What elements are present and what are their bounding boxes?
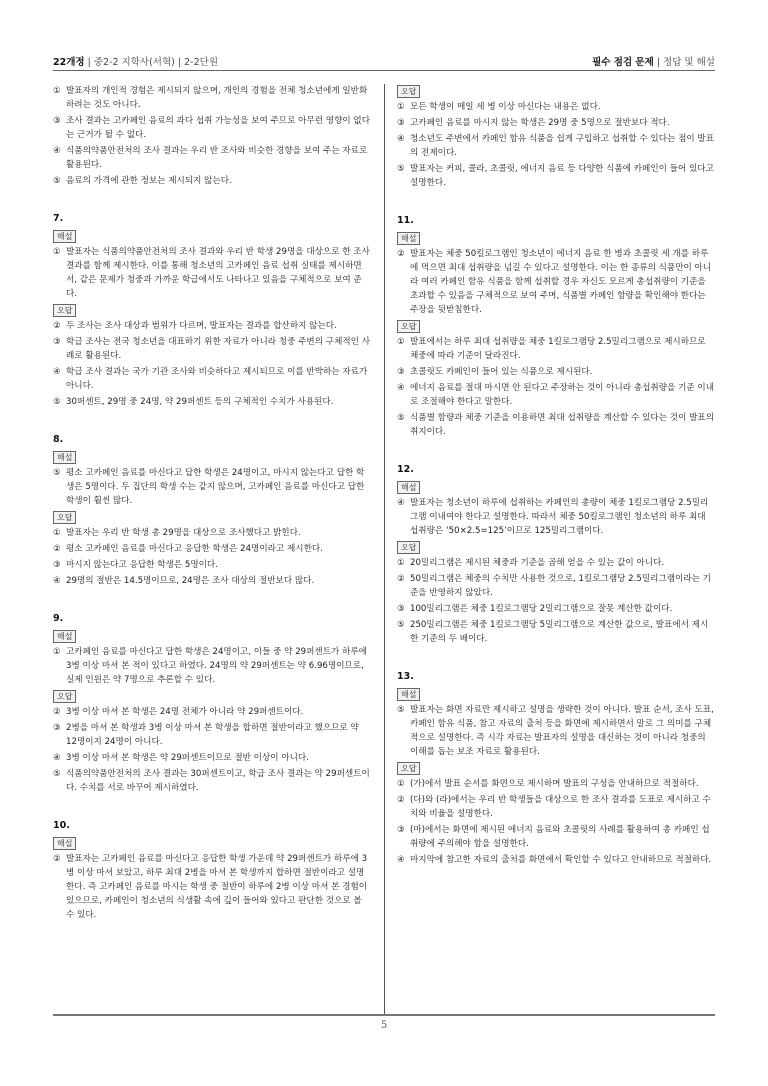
item-marker: ① bbox=[397, 558, 405, 568]
answer-item bbox=[397, 703, 714, 759]
item-text: 학급 조사 결과는 국가 기관 조사와 비슷하다고 제시되므로 이를 반박하는 자료가 아니다. bbox=[66, 367, 368, 391]
item-text: 발표자는 커피, 콜라, 초콜릿, 에너지 음료 등 다양한 식품에 카페인이 들어 있다고 설명한다. bbox=[410, 164, 714, 188]
item-text: 모든 학생이 매일 세 병 이상 마신다는 내용은 없다. bbox=[410, 102, 601, 112]
answer-item bbox=[397, 100, 714, 114]
question-number: 7. bbox=[53, 213, 64, 224]
item-text: 29명의 절반은 14.5명이므로, 24명은 조사 대상의 절반보다 많다. bbox=[66, 576, 315, 586]
item-text: 3병 이상 마셔 본 학생은 약 29퍼센트이므로 절반 이상이 아니다. bbox=[66, 753, 309, 763]
answer-item bbox=[53, 767, 370, 795]
answer-item bbox=[53, 852, 370, 922]
explain-label-row bbox=[397, 480, 714, 496]
answer-item bbox=[397, 572, 714, 600]
answer-item bbox=[397, 247, 714, 317]
footer-rule bbox=[53, 1014, 715, 1016]
wrong-label-row bbox=[397, 84, 714, 100]
explain-label-row bbox=[53, 836, 370, 852]
item-text: 20밀리그램은 제시된 체중과 기준을 곱해 얻을 수 있는 값이 아니다. bbox=[410, 558, 665, 568]
item-text: 30퍼센트, 29명 중 24명, 약 29퍼센트 등의 구체적인 수치가 사용된다. bbox=[66, 397, 334, 407]
answer-item bbox=[53, 526, 370, 540]
answer-item bbox=[53, 574, 370, 588]
question-number: 12. bbox=[397, 464, 414, 475]
answer-item bbox=[397, 556, 714, 570]
answer-item bbox=[53, 558, 370, 572]
header-unit: 2-2단원 bbox=[184, 57, 218, 68]
item-marker: ⑤ bbox=[397, 413, 405, 423]
explain-label-row bbox=[397, 231, 714, 247]
answer-item bbox=[397, 381, 714, 409]
answer-item bbox=[397, 618, 714, 646]
wrong-label-row bbox=[397, 540, 714, 556]
header-right bbox=[592, 54, 715, 68]
item-marker: ③ bbox=[53, 337, 61, 347]
item-marker: ⑤ bbox=[397, 620, 405, 630]
item-text: 발표자는 청소년이 하루에 섭취하는 카페인의 총량이 체중 1킬로그램당 2.5밀리그램 이내여야 한다고 설명한다. 따라서 체중 50킬로그램인 청소년의 하루 최대 섭취량은 ‘50×2.5=125’이므로 125밀리그램이다. bbox=[410, 498, 709, 536]
item-marker: ③ bbox=[397, 825, 405, 835]
item-text: 발표자의 개인적 경험은 제시되지 않으며, 개인의 경험을 전체 청소년에게 일반화하려는 것도 아니다. bbox=[66, 86, 368, 110]
answer-item bbox=[397, 602, 714, 616]
header-subject: 중2-2 지학사(서혁) bbox=[93, 57, 175, 68]
explain-label-row bbox=[53, 450, 370, 466]
question-number: 11. bbox=[397, 215, 414, 226]
item-marker: ⑤ bbox=[53, 468, 61, 478]
item-marker: ⑤ bbox=[397, 705, 405, 715]
item-marker: ④ bbox=[53, 753, 61, 763]
answer-item bbox=[53, 645, 370, 687]
item-marker: ④ bbox=[397, 383, 405, 393]
answer-item bbox=[397, 853, 714, 867]
item-text: 마시지 않는다고 응답한 학생은 5명이다. bbox=[66, 560, 218, 570]
question-number: 9. bbox=[53, 613, 64, 624]
item-text: (마)에서는 화면에 제시된 에너지 음료와 초콜릿의 사례를 활용하여 총 카페인 섭취량에 주의해야 함을 설명한다. bbox=[410, 825, 710, 849]
explain-tag: 해설 bbox=[53, 837, 76, 850]
item-text: 발표자는 화면 자료만 제시하고 설명을 생략한 것이 아니다. 발표 순서, 조사 도표, 카페인 함유 식품, 참고 자료의 출처 등을 화면에 제시하면서 말로 그 의미를 구체적으로 설명한다. 즉 시각 자료는 발표자의 설명을 대신하는 것이 아니라 청중의 이해를 돕는 보조 자료로 활용된다. bbox=[410, 705, 714, 757]
item-marker: ④ bbox=[397, 134, 405, 144]
item-marker: ④ bbox=[53, 576, 61, 586]
item-marker: ③ bbox=[53, 723, 61, 733]
item-marker: ① bbox=[53, 528, 61, 538]
answer-item bbox=[53, 365, 370, 393]
item-text: 학급 조사는 전국 청소년을 대표하기 위한 자료가 아니라 청중 주변의 구체적인 사례로 활용된다. bbox=[66, 337, 371, 361]
item-marker: ① bbox=[397, 779, 405, 789]
answer-item bbox=[397, 365, 714, 379]
item-marker: ② bbox=[397, 249, 405, 259]
answer-item bbox=[53, 174, 370, 188]
item-text: 250밀리그램은 체중 1킬로그램당 5밀리그램으로 계산한 값으로, 발표에서 제시한 기준의 두 배이다. bbox=[410, 620, 709, 644]
wrong-answer-tag: 오답 bbox=[53, 690, 76, 703]
wrong-label-row bbox=[397, 319, 714, 335]
header-edition: 22개정 bbox=[53, 57, 85, 68]
header-separator: | bbox=[87, 57, 94, 68]
item-text: 두 조사는 조사 대상과 범위가 다르며, 발표자는 결과를 합산하지 않는다. bbox=[66, 321, 337, 331]
answer-item bbox=[397, 777, 714, 791]
answer-item bbox=[397, 335, 714, 363]
item-marker: ② bbox=[397, 574, 405, 584]
item-marker: ② bbox=[397, 795, 405, 805]
wrong-answer-tag: 오답 bbox=[397, 541, 420, 554]
item-text: 조사 결과는 고카페인 음료의 과다 섭취 가능성을 보여 주므로 아무런 영향이 없다는 근거가 될 수 없다. bbox=[66, 116, 371, 140]
answer-item bbox=[397, 411, 714, 439]
item-marker: ④ bbox=[53, 367, 61, 377]
item-text: 음료의 가격에 관한 정보는 제시되지 않는다. bbox=[66, 176, 232, 186]
item-text: 발표에서는 하루 최대 섭취량을 체중 1킬로그램당 2.5밀리그램으로 제시하므로 체중에 따라 기준이 달라진다. bbox=[410, 337, 706, 361]
item-text: 3병 이상 마셔 본 학생은 24명 전체가 아니라 약 29퍼센트이다. bbox=[66, 707, 304, 717]
item-text: 청소년도 주변에서 카페인 함유 식품을 쉽게 구입하고 섭취할 수 있다는 점이 발표의 전제이다. bbox=[410, 134, 715, 158]
item-marker: ① bbox=[397, 102, 405, 112]
wrong-label-row bbox=[53, 510, 370, 526]
answer-item bbox=[53, 751, 370, 765]
header-rule bbox=[53, 70, 715, 71]
item-text: 식품의약품안전처의 조사 결과는 우리 반 조사와 비슷한 경향을 보여 주는 자료로 활용된다. bbox=[66, 146, 368, 170]
wrong-answer-tag: 오답 bbox=[397, 762, 420, 775]
header-separator: | bbox=[656, 57, 664, 68]
item-marker: ③ bbox=[397, 604, 405, 614]
wrong-label-row bbox=[53, 303, 370, 319]
item-text: 2병을 마셔 본 학생과 3병 이상 마셔 본 학생을 합하면 절반이라고 했으므로 약 12명이지 24명이 아니다. bbox=[66, 723, 359, 747]
right-column bbox=[397, 84, 714, 869]
answer-item bbox=[397, 116, 714, 130]
explain-label-row bbox=[53, 629, 370, 645]
item-marker: ⑤ bbox=[53, 397, 61, 407]
answer-item bbox=[397, 496, 714, 538]
item-marker: ① bbox=[53, 247, 61, 257]
header-left bbox=[53, 54, 218, 68]
answer-item bbox=[53, 114, 370, 142]
page-header bbox=[53, 50, 715, 70]
item-text: 발표자는 식품의약품안전처의 조사 결과와 우리 반 학생 29명을 대상으로 한 조사 결과를 함께 제시한다. 이를 통해 청소년의 고카페인 음료 섭취 실태를 제시하면서, 같은 문제가 청중과 가까운 학급에서도 나타나고 있음을 구체적으로 보여 준다. bbox=[66, 247, 370, 299]
answer-item bbox=[397, 793, 714, 821]
wrong-answer-tag: 오답 bbox=[397, 85, 420, 98]
item-marker: ② bbox=[53, 544, 61, 554]
explain-tag: 해설 bbox=[53, 230, 76, 243]
answer-page bbox=[53, 84, 715, 1014]
answer-item bbox=[53, 84, 370, 112]
item-marker: ⑤ bbox=[397, 164, 405, 174]
wrong-label-row bbox=[53, 689, 370, 705]
explain-tag: 해설 bbox=[397, 481, 420, 494]
item-text: 에너지 음료를 절대 마시면 안 된다고 주장하는 것이 아니라 총섭취량을 기준 이내로 조절해야 한다고 말한다. bbox=[410, 383, 715, 407]
item-marker: ③ bbox=[397, 367, 405, 377]
left-column bbox=[53, 84, 370, 924]
explain-label-row bbox=[397, 687, 714, 703]
item-text: 발표자는 고카페인 음료를 마신다고 응답한 학생 가운데 약 29퍼센트가 하루에 3병 이상 마셔 보았고, 하루 최대 2병을 마셔 본 학생까지 합하면 절반이라고 설명한다. 즉 고카페인 음료를 마시는 학생 중 절반이 하루에 2병 이상 마셔 본 경험이 있으므로, 카페인이 청소년의 식생활 속에 깊이 들어와 있다고 판단한 것으로 볼 수 있다. bbox=[66, 854, 368, 920]
item-text: 50밀리그램은 체중의 수치만 사용한 것으로, 1킬로그램당 2.5밀리그램이라는 기준을 반영하지 않았다. bbox=[410, 574, 711, 598]
page-number: 5 bbox=[380, 1020, 388, 1031]
item-marker: ① bbox=[53, 647, 61, 657]
answer-item bbox=[53, 466, 370, 508]
wrong-answer-tag: 오답 bbox=[397, 320, 420, 333]
item-text: 초콜릿도 카페인이 들어 있는 식품으로 제시된다. bbox=[410, 367, 593, 377]
question-number: 13. bbox=[397, 671, 414, 682]
item-marker: ② bbox=[53, 321, 61, 331]
header-section-title: 필수 점검 문제 bbox=[592, 57, 654, 68]
item-text: 식품별 함량과 체중 기준을 이용하면 최대 섭취량을 계산할 수 있다는 것이 발표의 취지이다. bbox=[410, 413, 715, 437]
item-text: 평소 고카페인 음료를 마신다고 답한 학생은 24명이고, 마시지 않는다고 답한 학생은 5명이다. 두 집단의 학생 수는 같지 않으며, 고카페인 음료를 마신다고 답한 학생이 훨씬 많다. bbox=[66, 468, 365, 506]
item-text: 식품의약품안전처의 조사 결과는 30퍼센트이고, 학급 조사 결과는 약 29퍼센트이다. 수치를 서로 바꾸어 제시하였다. bbox=[66, 769, 370, 793]
item-marker: ④ bbox=[53, 146, 61, 156]
item-marker: ① bbox=[397, 337, 405, 347]
item-marker: ⑤ bbox=[53, 769, 61, 779]
answer-item bbox=[397, 162, 714, 190]
item-text: (가)에서 발표 순서를 화면으로 제시하며 발표의 구성을 안내하므로 적절하다. bbox=[410, 779, 699, 789]
item-text: 발표자는 체중 50킬로그램인 청소년이 에너지 음료 한 병과 초콜릿 세 개를 하루에 먹으면 최대 섭취량을 넘길 수 있다고 설명한다. 이는 한 종류의 식품만이 아니라 여러 카페인 함유 식품을 함께 섭취할 경우 자신도 모르게 총섭취량이 기준을 초과할 수 있음을 구체적으로 보여 주며, 식품별 카페인 함량을 확인해야 한다는 주장을 뒷받침한다. bbox=[410, 249, 712, 315]
answer-item bbox=[53, 319, 370, 333]
answer-item bbox=[53, 542, 370, 556]
explain-label-row bbox=[53, 229, 370, 245]
answer-item bbox=[53, 705, 370, 719]
answer-item bbox=[53, 245, 370, 301]
question-number: 8. bbox=[53, 434, 64, 445]
item-text: 마지막에 참고한 자료의 출처를 화면에서 확인할 수 있다고 안내하므로 적절하다. bbox=[410, 855, 712, 865]
item-marker: ② bbox=[53, 707, 61, 717]
explain-tag: 해설 bbox=[397, 688, 420, 701]
question-number: 10. bbox=[53, 820, 70, 831]
answer-item bbox=[397, 132, 714, 160]
item-text: 고카페인 음료를 마시지 않는 학생은 29명 중 5명으로 절반보다 적다. bbox=[410, 118, 670, 128]
item-marker: ④ bbox=[397, 498, 405, 508]
header-separator: | bbox=[177, 57, 185, 68]
answer-item bbox=[397, 823, 714, 851]
explain-tag: 해설 bbox=[53, 630, 76, 643]
item-text: 고카페인 음료를 마신다고 답한 학생은 24명이고, 이들 중 약 29퍼센트가 하루에 3병 이상 마셔 본 적이 있다고 하였다. 24명의 약 29퍼센트는 약 6.96명이므로, 실제 인원은 약 7명으로 추론할 수 있다. bbox=[66, 647, 367, 685]
item-marker: ④ bbox=[397, 855, 405, 865]
wrong-label-row bbox=[397, 761, 714, 777]
explain-tag: 해설 bbox=[53, 451, 76, 464]
answer-item bbox=[53, 721, 370, 749]
item-marker: ③ bbox=[53, 560, 61, 570]
answer-item bbox=[53, 144, 370, 172]
wrong-answer-tag: 오답 bbox=[53, 304, 76, 317]
item-marker: ⑤ bbox=[53, 176, 61, 186]
item-text: 100밀리그램은 체중 1킬로그램당 2밀리그램으로 잘못 계산한 값이다. bbox=[410, 604, 673, 614]
item-marker: ③ bbox=[53, 116, 61, 126]
header-section-subtitle: 정답 및 해설 bbox=[663, 57, 715, 68]
item-marker: ① bbox=[53, 86, 61, 96]
item-marker: ③ bbox=[397, 118, 405, 128]
answer-item bbox=[53, 335, 370, 363]
item-text: 발표자는 우리 반 학생 총 29명을 대상으로 조사했다고 밝힌다. bbox=[66, 528, 301, 538]
item-text: (다)와 (라)에서는 우리 반 학생들을 대상으로 한 조사 결과를 도표로 제시하고 수치와 비율을 설명한다. bbox=[410, 795, 711, 819]
item-text: 평소 고카페인 음료를 마신다고 응답한 학생은 24명이라고 제시한다. bbox=[66, 544, 323, 554]
explain-tag: 해설 bbox=[397, 232, 420, 245]
answer-item bbox=[53, 395, 370, 409]
wrong-answer-tag: 오답 bbox=[53, 511, 76, 524]
item-marker: ② bbox=[53, 854, 61, 864]
